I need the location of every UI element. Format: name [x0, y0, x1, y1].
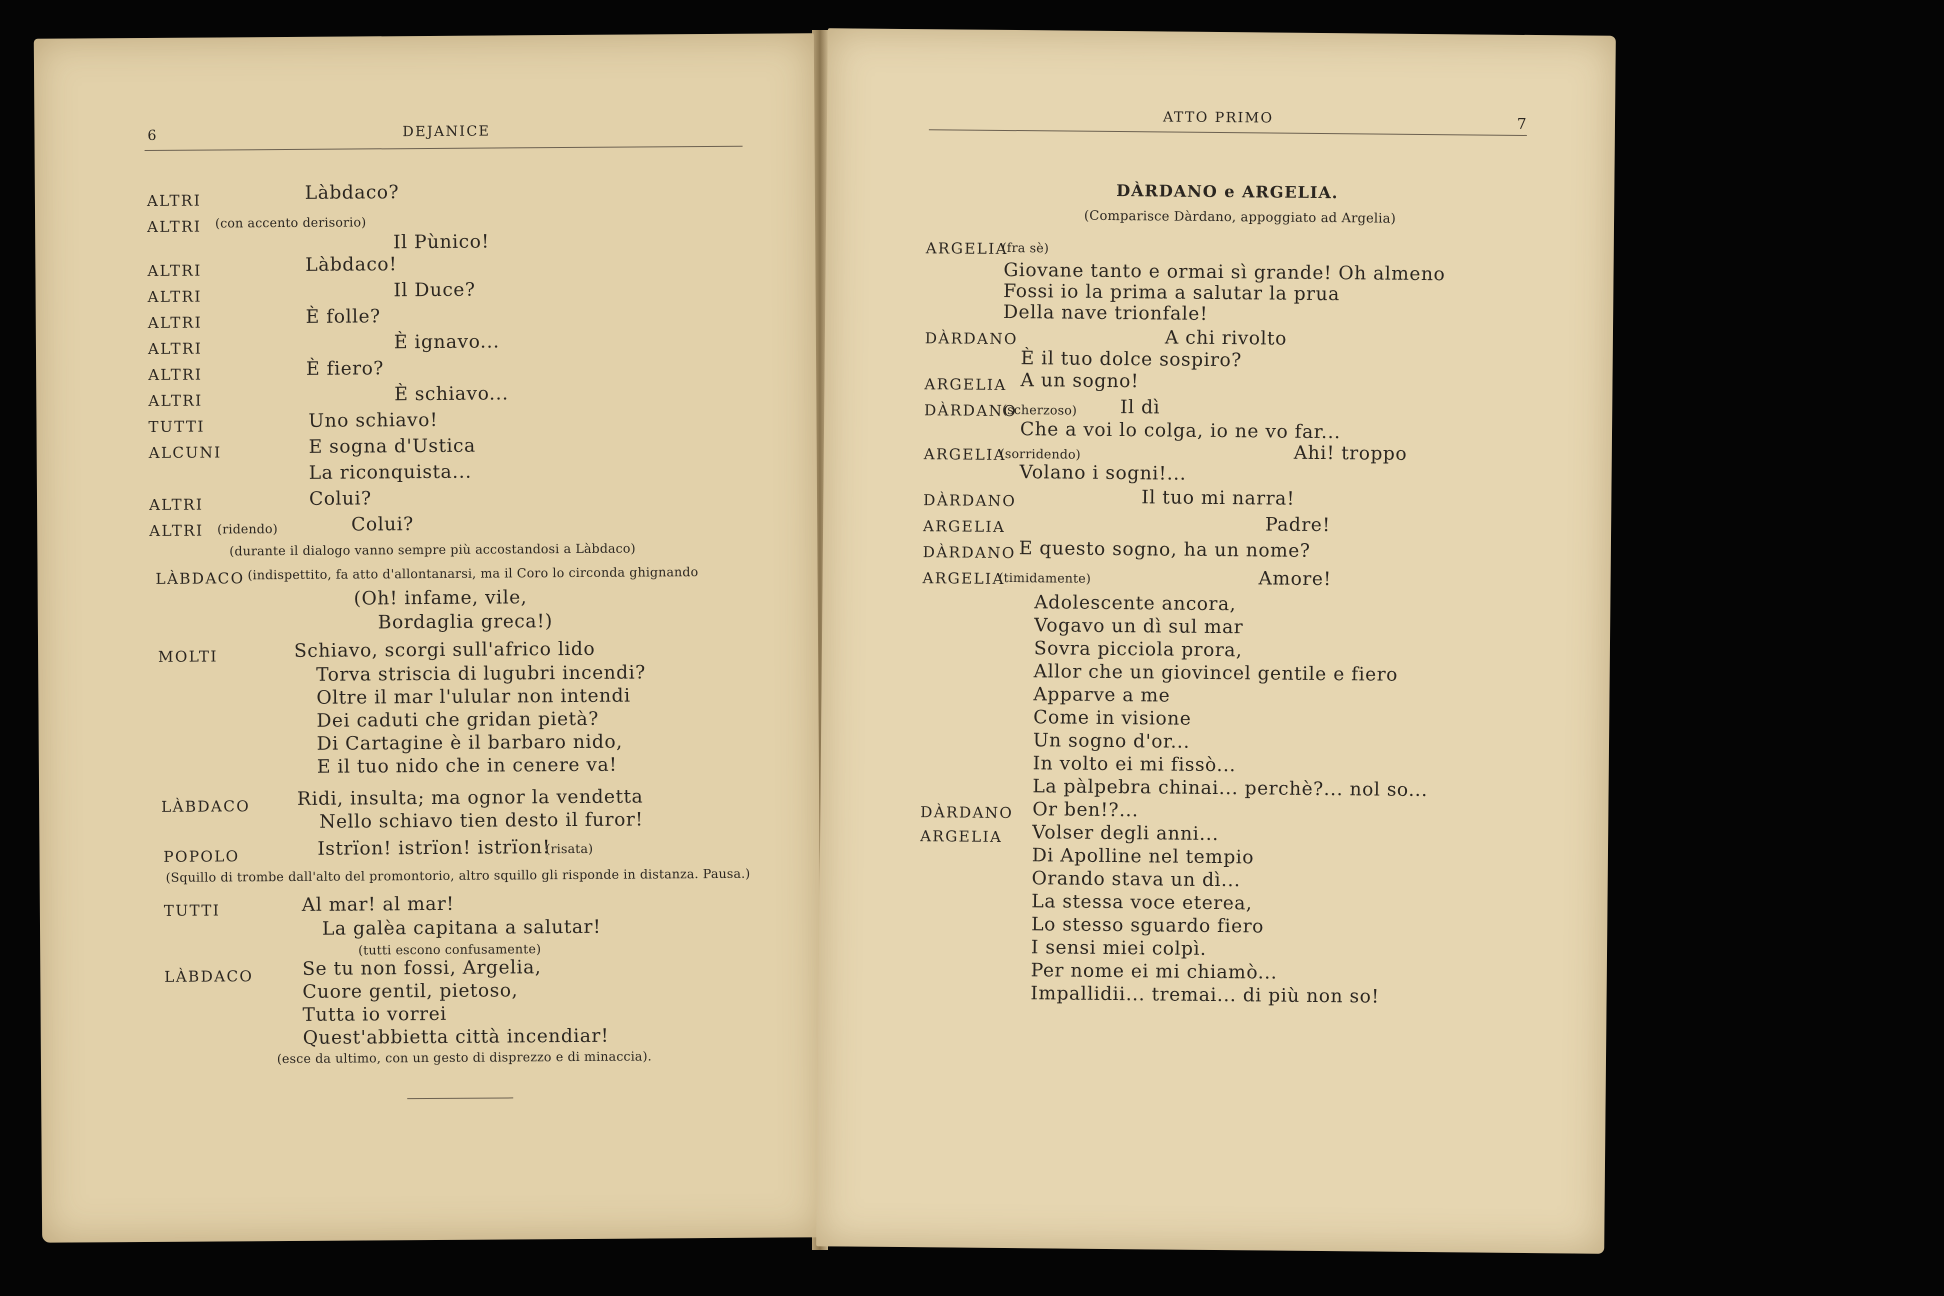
verse-line: Come in visione	[1033, 707, 1192, 730]
verse-line: Vogavo un dì sul mar	[1034, 615, 1244, 639]
verse-line: La pàlpebra chinai... perchè?... nol so...	[1032, 776, 1428, 802]
verse-line: Orando stava un dì...	[1031, 868, 1241, 892]
verse-line: Apparve a me	[1033, 684, 1171, 707]
verse-line: Or ben!?...	[1032, 799, 1139, 822]
page-number: 6	[147, 127, 158, 144]
stage-direction: (durante il dialogo vanno sempre più accostandosi a Làbdaco)	[229, 540, 636, 559]
verse-line: È ignavo...	[393, 331, 500, 354]
speaker-name: DÀRDANO	[920, 803, 1014, 823]
verse-line: Adolescente ancora,	[1034, 592, 1237, 616]
verse-line: Fossi io la prima a salutar la prua	[1003, 280, 1340, 306]
speaker-name: ARGELIA	[920, 827, 1003, 846]
speaker-name: ARGELIA	[923, 445, 1007, 464]
stage-direction: (ridendo)	[217, 521, 278, 537]
speaker-name: POPOLO	[163, 847, 240, 866]
stage-direction: (fra sè)	[1001, 239, 1050, 256]
stage-direction: (risata)	[545, 840, 594, 857]
verse-line: Ridi, insulta; ma ognor la vendetta	[297, 786, 644, 810]
speaker-name: LÀBDACO	[164, 967, 254, 986]
speaker-name: ALTRI	[148, 391, 203, 410]
verse-line: È fiero?	[306, 358, 385, 380]
header-rule	[929, 129, 1527, 136]
stage-direction: (con accento derisorio)	[215, 214, 367, 231]
verse-line: (Oh! infame, vile,	[353, 587, 528, 610]
verse-line: La riconquista...	[308, 461, 472, 484]
verse-line: Cuore gentil, pietoso,	[302, 980, 519, 1003]
speaker-name: ALTRI	[147, 339, 203, 358]
verse-line: Al mar! al mar!	[301, 893, 455, 916]
speaker-name: LÀBDACO	[155, 569, 245, 588]
verse-line: Istrïon! istrïon! istrïon!	[317, 837, 551, 860]
verse-line: Làbdaco!	[305, 254, 398, 276]
stage-direction: (tutti escono confusamente)	[358, 941, 542, 958]
verse-line: Tutta io vorrei	[302, 1003, 447, 1026]
verse-line: Che a voi lo colga, io ne vo far...	[1019, 419, 1341, 444]
stage-direction: (scherzoso)	[1002, 401, 1078, 418]
verse-line: Il Pùnico!	[393, 231, 490, 254]
speaker-name: DÀRDANO	[924, 329, 1018, 349]
verse-line: Se tu non fossi, Argelia,	[302, 957, 542, 980]
speaker-name: ALTRI	[147, 217, 202, 236]
speaker-name: LÀBDACO	[161, 797, 251, 816]
verse-line: Nello schiavo tien desto il furor!	[319, 809, 644, 833]
verse-line: Schiavo, scorgi sull'africo lido	[294, 638, 596, 662]
verse-line: Allor che un giovincel gentile e fiero	[1033, 661, 1399, 686]
header-rule	[145, 146, 743, 151]
verse-line: Colui?	[351, 514, 414, 536]
verse-line: Di Apolline nel tempio	[1031, 845, 1255, 869]
speaker-name: ALTRI	[147, 313, 203, 332]
speaker-name: ARGELIA	[923, 517, 1006, 536]
stage-direction: (esce da ultimo, con un gesto di disprezzo e di minaccia).	[276, 1048, 652, 1067]
verse-line: Sovra picciola prora,	[1033, 638, 1243, 662]
verse-line: Il Duce?	[393, 279, 476, 302]
verse-line: È folle?	[305, 306, 381, 328]
verse-line: E questo sogno, ha un nome?	[1018, 538, 1311, 562]
speaker-name: ALTRI	[149, 495, 204, 514]
speaker-name: ALTRI	[147, 287, 202, 306]
verse-line: Padre!	[1265, 514, 1331, 537]
running-head: ATTO PRIMO	[1162, 109, 1274, 127]
verse-line: Ahi! troppo	[1293, 442, 1408, 465]
speaker-name: DÀRDANO	[924, 401, 1018, 421]
speaker-name: ALCUNI	[148, 443, 222, 462]
stage-direction: (Squillo di trombe dall'alto del promontorio, altro squillo gli risponde in distanza. Pausa.)	[165, 865, 751, 885]
verse-line: È schiavo...	[394, 383, 509, 406]
speaker-name: ALTRI	[148, 365, 203, 384]
scene-direction: (Comparisce Dàrdano, appoggiato ad Argelia)	[1083, 208, 1396, 227]
verse-line: Volano i sogni!...	[1019, 462, 1187, 485]
speaker-name: ARGELIA	[922, 569, 1005, 588]
speaker-name: ARGELIA	[925, 239, 1009, 258]
verse-line: Amore!	[1258, 568, 1332, 591]
verse-line: E il tuo nido che in cenere va!	[316, 754, 618, 778]
verse-line: Colui?	[308, 488, 372, 510]
verse-line: I sensi miei colpì.	[1030, 937, 1207, 960]
verse-line: Quest'abbietta città incendiar!	[302, 1025, 610, 1049]
speaker-name: TUTTI	[163, 901, 221, 920]
verse-line: Làbdaco?	[304, 182, 400, 204]
verse-line: Bordaglia greca!)	[377, 611, 553, 634]
speaker-name: ARGELIA	[924, 375, 1007, 394]
speaker-name: TUTTI	[148, 417, 205, 436]
page-number: 7	[1516, 114, 1529, 133]
end-rule	[407, 1097, 513, 1099]
stage-direction: (indispettito, fa atto d'allontanarsi, ma il Coro lo circonda ghignando	[247, 564, 699, 583]
verse-line: A chi rivolto	[1164, 327, 1287, 350]
speaker-name: MOLTI	[158, 647, 219, 666]
running-head: DEJANICE	[402, 123, 491, 141]
verse-line: E sogna d'Ustica	[308, 435, 476, 458]
speaker-name: DÀRDANO	[922, 543, 1016, 563]
verse-line: Di Cartagine è il barbaro nido,	[316, 731, 623, 755]
scene-title: DÀRDANO e ARGELIA.	[1116, 181, 1339, 203]
verse-line: Dei caduti che gridan pietà?	[316, 708, 599, 732]
speaker-name: ALTRI	[149, 521, 204, 540]
verse-line: Volser degli anni...	[1032, 822, 1219, 846]
verse-line: Il dì	[1120, 397, 1161, 419]
verse-line: Impallidii... tremai... di più non so!	[1030, 983, 1380, 1008]
verse-line: Lo stesso sguardo fiero	[1031, 914, 1265, 938]
speaker-name: ALTRI	[147, 261, 202, 280]
verse-line: Un sogno d'or...	[1032, 730, 1191, 753]
speaker-name: DÀRDANO	[923, 491, 1017, 511]
verse-line: La galèa capitana a salutar!	[321, 916, 602, 940]
verse-line: Oltre il mar l'ulular non intendi	[316, 685, 631, 709]
verse-line: Della nave trionfale!	[1003, 301, 1209, 325]
stage-direction: (sorridendo)	[999, 445, 1081, 462]
verse-line: È il tuo dolce sospiro?	[1020, 348, 1242, 372]
stage-direction: (timidamente)	[998, 569, 1092, 586]
verse-line: Giovane tanto e ormai sì grande! Oh almeno	[1003, 259, 1446, 286]
verse-line: A un sogno!	[1020, 370, 1140, 393]
speaker-name: ALTRI	[146, 191, 202, 210]
verse-line: La stessa voce eterea,	[1031, 891, 1253, 915]
right-page	[816, 28, 1616, 1254]
left-page	[34, 33, 822, 1242]
verse-line: Torva striscia di lugubri incendi?	[316, 662, 646, 686]
verse-line: In volto ei mi fissò...	[1032, 753, 1237, 777]
verse-line: Il tuo mi narra!	[1141, 487, 1295, 510]
verse-line: Per nome ei mi chiamò...	[1030, 960, 1278, 984]
verse-line: Uno schiavo!	[308, 409, 439, 432]
